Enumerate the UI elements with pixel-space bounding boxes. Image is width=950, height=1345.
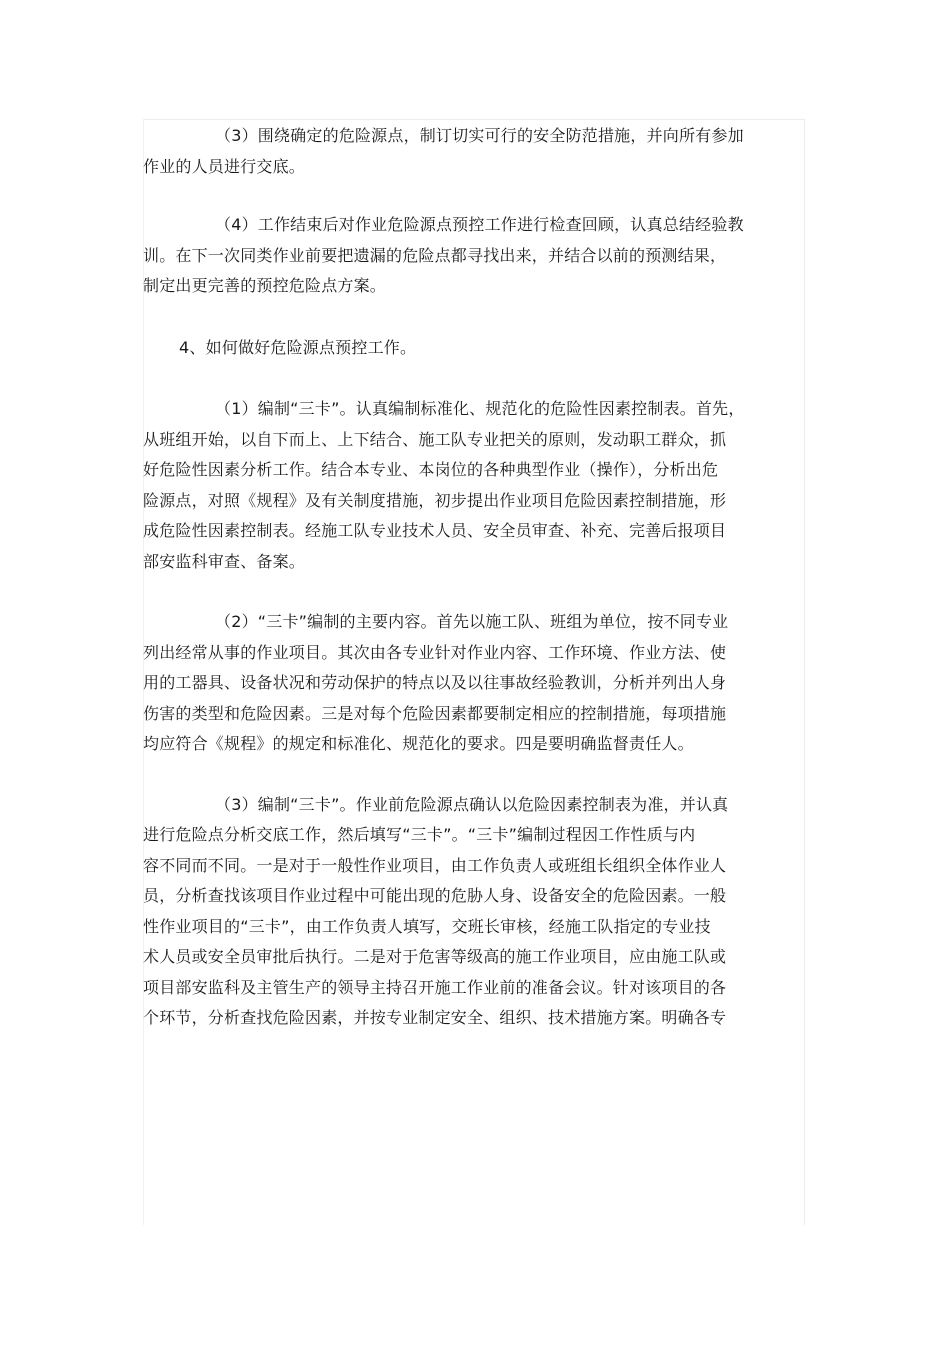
text-line: 成危险性因素控制表。经施工队专业技术人员、安全员审查、补充、完善后报项目: [143, 521, 727, 540]
text-line: 进行危险点分析交底工作，然后填写“三卡”。“三卡”编制过程因工作性质与内: [143, 825, 696, 844]
text-line: 好危险性因素分析工作。结合本专业、本岗位的各种典型作业（操作），分析出危: [143, 460, 719, 479]
text-line: 均应符合《规程》的规定和标准化、规范化的要求。四是要明确监督责任人。: [143, 734, 694, 753]
text-line: 容不同而不同。一是对于一般性作业项目，由工作负责人或班组长组织全体作业人: [143, 855, 727, 875]
paragraph-fill-three-cards: [143, 790, 763, 1034]
text-line: 从班组开始，以自下而上、上下结合、施工队专业把关的原则，发动职工群众，抓: [143, 429, 727, 449]
paragraph-point-4: [143, 210, 763, 302]
text-line: 员，分析查找该项目作业过程中可能出现的危胁人身、设备安全的危险因素。一般: [143, 886, 727, 905]
text-line: （3）围绕确定的危险源点，制订切实可行的安全防范措施，并向所有参加: [215, 126, 744, 145]
section-heading-text: 4、如何做好危险源点预控工作。: [179, 337, 417, 357]
text-line: 个环节，分析查找危险因素，并按专业制定安全、组织、技术措施方案。明确各专: [143, 1008, 727, 1027]
text-line: 性作业项目的“三卡”，由工作负责人填写，交班长审核，经施工队指定的专业技: [143, 916, 711, 936]
text-line: 伤害的类型和危险因素。三是对每个危险因素都要制定相应的控制措施，每项措施: [143, 703, 727, 723]
paragraph-compile-three-cards: [143, 394, 763, 577]
text-line: 术人员或安全员审批后执行。二是对于危害等级高的施工作业项目，应由施工队或: [143, 947, 727, 966]
document-body: [143, 121, 763, 1034]
text-line: 部安监科审查、备案。: [143, 551, 306, 571]
text-line: （1）编制“三卡”。认真编制标准化、规范化的危险性因素控制表。首先，: [215, 399, 745, 418]
text-line: （2）“三卡”编制的主要内容。首先以施工队、班组为单位，按不同专业: [215, 612, 729, 631]
text-line: 作业的人员进行交底。: [143, 156, 306, 176]
text-line: （3）编制“三卡”。作业前危险源点确认以危险因素控制表为准，并认真: [215, 794, 729, 814]
text-line: 项目部安监科及主管生产的领导主持召开施工作业前的准备会议。针对该项目的各: [143, 977, 727, 997]
text-line: 训。在下一次同类作业前要把遗漏的危险点都寻找出来，并结合以前的预测结果，: [143, 245, 727, 265]
paragraph-point-3: [143, 121, 763, 182]
text-line: 险源点，对照《规程》及有关制度措施，初步提出作业项目危险因素控制措施，形: [143, 490, 727, 510]
paragraph-main-content: [143, 607, 763, 760]
text-line: 列出经常从事的作业项目。其次由各专业针对作业内容、工作环境、作业方法、使: [143, 642, 727, 662]
text-line: 用的工器具、设备状况和劳动保护的特点以及以往事故经验教训，分析并列出人身: [143, 673, 727, 692]
section-heading-4: [143, 333, 763, 364]
text-line: （4）工作结束后对作业危险源点预控工作进行检查回顾，认真总结经验教: [215, 215, 744, 234]
text-line: 制定出更完善的预控危险点方案。: [143, 276, 387, 295]
